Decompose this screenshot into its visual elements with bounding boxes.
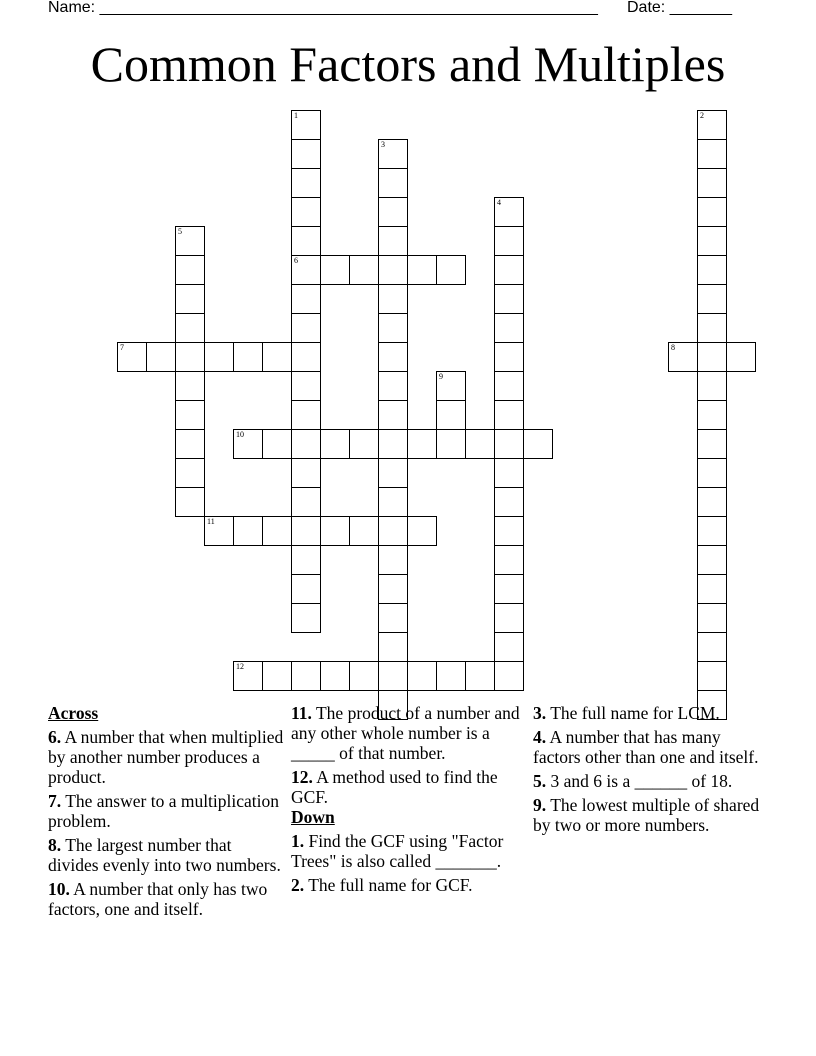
grid-cell[interactable]: [378, 458, 408, 488]
grid-cell[interactable]: [697, 110, 727, 140]
grid-cell[interactable]: [378, 574, 408, 604]
grid-cell[interactable]: [378, 400, 408, 430]
grid-cell[interactable]: [697, 197, 727, 227]
grid-cell[interactable]: [175, 226, 205, 256]
grid-cell[interactable]: [378, 545, 408, 575]
grid-cell[interactable]: [697, 458, 727, 488]
grid-cell[interactable]: [378, 197, 408, 227]
clue-item: [533, 703, 769, 723]
grid-cell[interactable]: [697, 284, 727, 314]
grid-cell[interactable]: [291, 284, 321, 314]
grid-cell[interactable]: [523, 429, 553, 459]
grid-cell[interactable]: [233, 429, 263, 459]
grid-cell[interactable]: [494, 197, 524, 227]
name-line: Name: ________________________________________________________: [48, 0, 598, 16]
clue-item: [533, 795, 769, 835]
grid-cell[interactable]: [697, 661, 727, 691]
grid-cell[interactable]: [175, 400, 205, 430]
clue-number-label: 12.: [291, 767, 313, 787]
clue-number: 5: [178, 227, 182, 236]
clue-item: [48, 835, 284, 875]
grid-cell[interactable]: [291, 545, 321, 575]
grid-cell[interactable]: [262, 661, 292, 691]
grid-cell[interactable]: [291, 139, 321, 169]
grid-cell[interactable]: [262, 429, 292, 459]
clue-number: 8: [671, 343, 675, 352]
grid-cell[interactable]: [378, 632, 408, 662]
grid-cell[interactable]: [291, 255, 321, 285]
clue-text: A method used to find the GCF.: [291, 767, 498, 807]
grid-cell[interactable]: [726, 342, 756, 372]
grid-cell[interactable]: [262, 342, 292, 372]
grid-cell[interactable]: [349, 429, 379, 459]
grid-cell[interactable]: [697, 516, 727, 546]
grid-cell[interactable]: [349, 255, 379, 285]
grid-cell[interactable]: [407, 429, 437, 459]
grid-cell[interactable]: [204, 516, 234, 546]
grid-cell[interactable]: [378, 284, 408, 314]
clue-item: [48, 791, 284, 831]
grid-cell[interactable]: [291, 342, 321, 372]
clue-text: A number that only has two factors, one and itself.: [48, 879, 268, 919]
grid-cell[interactable]: [117, 342, 147, 372]
grid-cell[interactable]: [494, 458, 524, 488]
clue-item: [48, 727, 284, 787]
grid-cell[interactable]: [146, 342, 176, 372]
clue-number: 9: [439, 372, 443, 381]
grid-cell[interactable]: [291, 400, 321, 430]
grid-cell[interactable]: [378, 168, 408, 198]
grid-cell[interactable]: [378, 255, 408, 285]
down-heading: Down: [291, 807, 335, 827]
grid-cell[interactable]: [465, 661, 495, 691]
clue-number-label: 10.: [48, 879, 70, 899]
clue-number-label: 4.: [533, 727, 547, 747]
date-line: Date: _______: [627, 0, 732, 16]
grid-cell[interactable]: [291, 429, 321, 459]
grid-cell[interactable]: [436, 429, 466, 459]
grid-cell[interactable]: [291, 168, 321, 198]
grid-cell[interactable]: [175, 284, 205, 314]
grid-cell[interactable]: [291, 487, 321, 517]
grid-cell[interactable]: [291, 110, 321, 140]
clue-number: 1: [294, 111, 298, 120]
grid-cell[interactable]: [494, 516, 524, 546]
grid-cell[interactable]: [407, 516, 437, 546]
grid-cell[interactable]: [436, 400, 466, 430]
grid-cell[interactable]: [436, 661, 466, 691]
grid-cell[interactable]: [204, 342, 234, 372]
grid-cell[interactable]: [697, 255, 727, 285]
grid-cell[interactable]: [436, 371, 466, 401]
grid-cell[interactable]: [494, 487, 524, 517]
grid-cell[interactable]: [494, 255, 524, 285]
clue-text: A number that when multiplied by another number produces a product.: [48, 727, 284, 787]
clue-number-label: 9.: [533, 795, 547, 815]
grid-cell[interactable]: [175, 342, 205, 372]
clue-number: 4: [497, 198, 501, 207]
grid-cell[interactable]: [175, 487, 205, 517]
clue-number-label: 11.: [291, 703, 312, 723]
grid-cell[interactable]: [291, 313, 321, 343]
grid-cell[interactable]: [697, 139, 727, 169]
clue-number: 10: [236, 430, 244, 439]
grid-cell[interactable]: [697, 342, 727, 372]
grid-cell[interactable]: [349, 661, 379, 691]
clue-item: [533, 771, 769, 791]
grid-cell[interactable]: [697, 400, 727, 430]
clue-item: [48, 879, 284, 919]
clue-text: The full name for GCF.: [308, 875, 473, 895]
clue-item: [533, 727, 769, 767]
grid-cell[interactable]: [697, 371, 727, 401]
grid-cell[interactable]: [378, 313, 408, 343]
grid-cell[interactable]: [494, 226, 524, 256]
page-title: Common Factors and Multiples: [90, 36, 726, 92]
clue-text: The largest number that divides evenly into two numbers.: [48, 835, 281, 875]
grid-cell[interactable]: [697, 429, 727, 459]
across-heading: Across: [48, 703, 99, 723]
grid-cell[interactable]: [291, 574, 321, 604]
grid-cell[interactable]: [262, 516, 292, 546]
clue-text: 3 and 6 is a ______ of 18.: [550, 771, 733, 791]
clue-item: [291, 831, 527, 871]
grid-cell[interactable]: [378, 516, 408, 546]
grid-cell[interactable]: [436, 255, 466, 285]
grid-cell[interactable]: [465, 429, 495, 459]
clue-number: 7: [120, 343, 124, 352]
grid-cell[interactable]: [233, 661, 263, 691]
grid-cell[interactable]: [320, 255, 350, 285]
clue-number-label: 6.: [48, 727, 62, 747]
grid-cell[interactable]: [494, 545, 524, 575]
grid-cell[interactable]: [320, 661, 350, 691]
clue-number: 3: [381, 140, 385, 149]
clue-text: The full name for LCM.: [550, 703, 720, 723]
grid-cell[interactable]: [233, 342, 263, 372]
grid-cell[interactable]: [233, 516, 263, 546]
grid-cell[interactable]: [175, 458, 205, 488]
clue-text: A number that has many factors other than one and itself.: [533, 727, 759, 767]
grid-cell[interactable]: [697, 313, 727, 343]
grid-cell[interactable]: [494, 313, 524, 343]
grid-cell[interactable]: [291, 458, 321, 488]
grid-cell[interactable]: [349, 516, 379, 546]
clue-number-label: 8.: [48, 835, 62, 855]
clue-number-label: 3.: [533, 703, 547, 723]
grid-cell[interactable]: [378, 429, 408, 459]
clue-number-label: 7.: [48, 791, 62, 811]
grid-cell[interactable]: [378, 342, 408, 372]
clue-item: [291, 875, 527, 895]
clue-number-label: 5.: [533, 771, 547, 791]
grid-cell[interactable]: [175, 255, 205, 285]
clue-text: Find the GCF using "Factor Trees" is also called _______.: [291, 831, 504, 871]
grid-cell[interactable]: [494, 284, 524, 314]
grid-cell[interactable]: [291, 226, 321, 256]
grid-cell[interactable]: [175, 429, 205, 459]
grid-cell[interactable]: [175, 371, 205, 401]
grid-cell[interactable]: [697, 545, 727, 575]
grid-cell[interactable]: [291, 197, 321, 227]
clue-item: [291, 703, 527, 763]
clue-number: 2: [700, 111, 704, 120]
grid-cell[interactable]: [494, 400, 524, 430]
clue-number-label: 2.: [291, 875, 305, 895]
grid-cell[interactable]: [291, 661, 321, 691]
clue-column-2: [291, 703, 527, 895]
grid-cell[interactable]: [494, 342, 524, 372]
grid-cell[interactable]: [697, 487, 727, 517]
clue-number: 6: [294, 256, 298, 265]
grid-cell[interactable]: [378, 661, 408, 691]
grid-cell[interactable]: [697, 574, 727, 604]
grid-cell[interactable]: [407, 661, 437, 691]
clue-text: The answer to a multiplication problem.: [48, 791, 280, 831]
grid-cell[interactable]: [320, 516, 350, 546]
grid-cell[interactable]: [378, 371, 408, 401]
grid-cell[interactable]: [697, 226, 727, 256]
grid-cell[interactable]: [378, 603, 408, 633]
grid-cell[interactable]: [378, 139, 408, 169]
grid-cell[interactable]: [291, 371, 321, 401]
grid-cell[interactable]: [494, 603, 524, 633]
grid-cell[interactable]: [378, 487, 408, 517]
clue-column-3: [533, 703, 769, 835]
grid-cell[interactable]: [378, 226, 408, 256]
grid-cell[interactable]: [494, 661, 524, 691]
clue-text: The product of a number and any other whole number is a _____ of that number.: [291, 703, 520, 763]
grid-cell[interactable]: [494, 371, 524, 401]
grid-cell[interactable]: [494, 429, 524, 459]
clue-item: [291, 767, 527, 807]
clue-number-label: 1.: [291, 831, 305, 851]
grid-cell[interactable]: [175, 313, 205, 343]
grid-cell[interactable]: [291, 516, 321, 546]
grid-cell[interactable]: [320, 429, 350, 459]
grid-cell[interactable]: [697, 632, 727, 662]
clue-number: 12: [236, 662, 244, 671]
grid-cell[interactable]: [697, 168, 727, 198]
grid-cell[interactable]: [494, 632, 524, 662]
grid-cell[interactable]: [291, 603, 321, 633]
grid-cell[interactable]: [494, 574, 524, 604]
grid-cell[interactable]: [668, 342, 698, 372]
clue-number: 11: [207, 517, 215, 526]
clue-text: The lowest multiple of shared by two or more numbers.: [533, 795, 760, 835]
grid-cell[interactable]: [407, 255, 437, 285]
clue-column-1: [48, 703, 284, 919]
grid-cell[interactable]: [697, 603, 727, 633]
